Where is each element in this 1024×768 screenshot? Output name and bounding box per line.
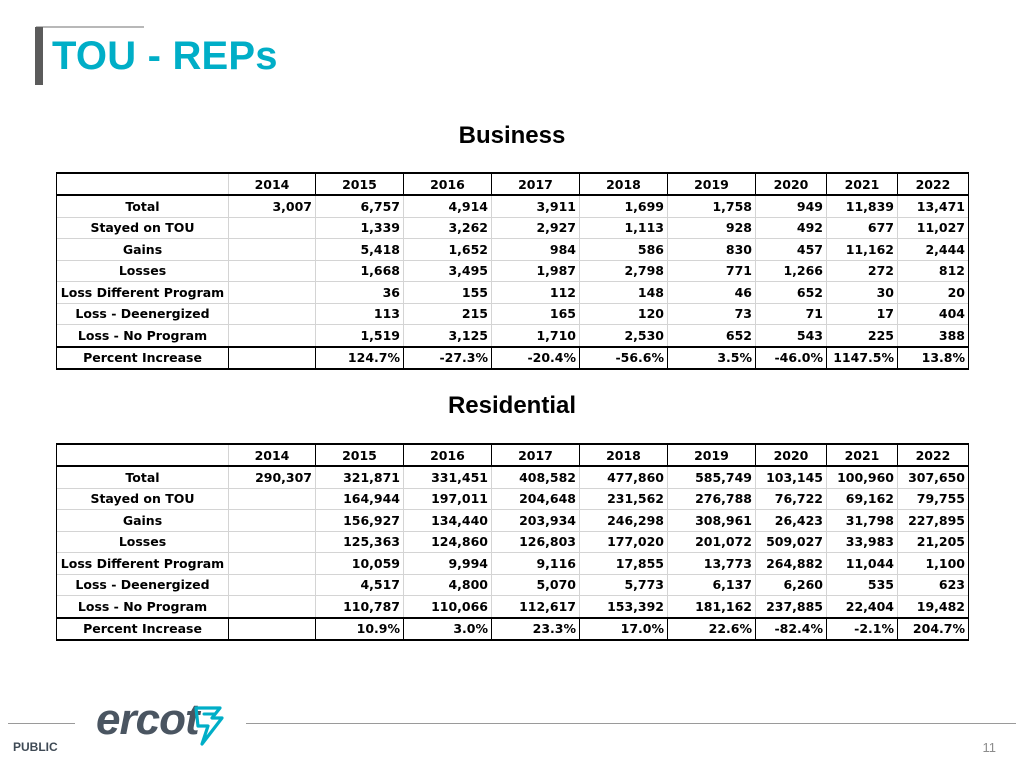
table-cell: 1,519 — [316, 325, 404, 347]
table-cell — [229, 618, 316, 641]
table-cell: 1,339 — [316, 217, 404, 239]
table-cell: 110,066 — [404, 596, 492, 618]
table-cell: 227,895 — [898, 510, 969, 532]
table-cell — [229, 325, 316, 347]
table-cell: 1,668 — [316, 260, 404, 282]
table-cell: 203,934 — [492, 510, 580, 532]
year-header-2016: 2016 — [404, 444, 492, 466]
table-cell: 949 — [756, 195, 827, 217]
row-label: Stayed on TOU — [57, 488, 229, 510]
year-header-2020: 2020 — [756, 444, 827, 466]
row-label: Gains — [57, 510, 229, 532]
row-label: Loss - Deenergized — [57, 303, 229, 325]
table-cell: 5,773 — [580, 574, 668, 596]
table-cell: 3,007 — [229, 195, 316, 217]
table-cell: 31,798 — [827, 510, 898, 532]
table-cell: 677 — [827, 217, 898, 239]
table-row — [57, 488, 969, 510]
table-cell: 1,113 — [580, 217, 668, 239]
table-cell: 215 — [404, 303, 492, 325]
row-label: Losses — [57, 260, 229, 282]
footer-divider-right — [246, 723, 1016, 724]
table-cell: 771 — [668, 260, 756, 282]
table-cell: 204,648 — [492, 488, 580, 510]
table-cell — [229, 488, 316, 510]
table-cell: 3,262 — [404, 217, 492, 239]
table-cell: 155 — [404, 282, 492, 304]
table-cell: -27.3% — [404, 347, 492, 370]
table-cell: 17.0% — [580, 618, 668, 641]
table-cell: 535 — [827, 574, 898, 596]
table-cell: 113 — [316, 303, 404, 325]
table-row — [57, 325, 969, 347]
table-header-row — [57, 444, 969, 466]
table-cell: 290,307 — [229, 466, 316, 488]
row-label: Loss - Deenergized — [57, 574, 229, 596]
table-cell: 11,839 — [827, 195, 898, 217]
year-header-2021: 2021 — [827, 173, 898, 195]
row-label: Total — [57, 466, 229, 488]
table-cell: 22,404 — [827, 596, 898, 618]
table-cell: 5,070 — [492, 574, 580, 596]
business-table — [56, 172, 969, 370]
table-cell: 10.9% — [316, 618, 404, 641]
year-header-2014: 2014 — [229, 444, 316, 466]
year-header-2019: 2019 — [668, 173, 756, 195]
year-header-2014: 2014 — [229, 173, 316, 195]
table-row — [57, 574, 969, 596]
table-cell: 26,423 — [756, 510, 827, 532]
table-cell: 17 — [827, 303, 898, 325]
table-cell: 100,960 — [827, 466, 898, 488]
table-cell: 10,059 — [316, 553, 404, 575]
table-cell: 110,787 — [316, 596, 404, 618]
table-cell: 812 — [898, 260, 969, 282]
table-cell: 3,125 — [404, 325, 492, 347]
title-divider — [36, 26, 144, 28]
table-cell: 3.5% — [668, 347, 756, 370]
table-cell: 201,072 — [668, 531, 756, 553]
table-cell: 225 — [827, 325, 898, 347]
table-row — [57, 510, 969, 532]
title-accent-bar — [35, 27, 43, 85]
table-cell: 20 — [898, 282, 969, 304]
table-cell — [229, 347, 316, 370]
table-cell: 246,298 — [580, 510, 668, 532]
table-cell: 2,927 — [492, 217, 580, 239]
table-row — [57, 217, 969, 239]
table-row — [57, 466, 969, 488]
business-section-title: Business — [458, 122, 566, 149]
table-cell: 164,944 — [316, 488, 404, 510]
year-header-2015: 2015 — [316, 173, 404, 195]
table-cell — [229, 574, 316, 596]
table-cell: 153,392 — [580, 596, 668, 618]
table-cell: 126,803 — [492, 531, 580, 553]
year-header-2018: 2018 — [580, 173, 668, 195]
table-cell: 276,788 — [668, 488, 756, 510]
table-row — [57, 239, 969, 261]
table-cell: 1,987 — [492, 260, 580, 282]
table-cell: 1,652 — [404, 239, 492, 261]
table-cell: 11,027 — [898, 217, 969, 239]
table-cell: 5,418 — [316, 239, 404, 261]
table-cell: 76,722 — [756, 488, 827, 510]
row-label: Loss - No Program — [57, 325, 229, 347]
table-cell — [229, 510, 316, 532]
table-cell — [229, 239, 316, 261]
row-label: Percent Increase — [57, 347, 229, 370]
table-cell — [229, 553, 316, 575]
table-cell: 509,027 — [756, 531, 827, 553]
table-cell: 321,871 — [316, 466, 404, 488]
table-cell: -2.1% — [827, 618, 898, 641]
table-cell: 586 — [580, 239, 668, 261]
table-row — [57, 260, 969, 282]
year-header-2017: 2017 — [492, 444, 580, 466]
table-cell — [229, 531, 316, 553]
table-cell: 4,517 — [316, 574, 404, 596]
table-cell: 623 — [898, 574, 969, 596]
table-cell: 9,116 — [492, 553, 580, 575]
table-cell: 21,205 — [898, 531, 969, 553]
table-cell: 984 — [492, 239, 580, 261]
table-cell — [229, 303, 316, 325]
table-cell: 2,798 — [580, 260, 668, 282]
table-cell: 264,882 — [756, 553, 827, 575]
table-cell: 148 — [580, 282, 668, 304]
table-cell: 11,162 — [827, 239, 898, 261]
table-cell: 71 — [756, 303, 827, 325]
table-cell — [229, 260, 316, 282]
ercot-logo-text: ercot — [96, 695, 199, 744]
table-cell: 2,530 — [580, 325, 668, 347]
year-header-2017: 2017 — [492, 173, 580, 195]
table-cell: 23.3% — [492, 618, 580, 641]
table-cell: 11,044 — [827, 553, 898, 575]
table-cell: 17,855 — [580, 553, 668, 575]
table-cell: 30 — [827, 282, 898, 304]
table-cell: 928 — [668, 217, 756, 239]
table-cell: 124,860 — [404, 531, 492, 553]
row-label: Losses — [57, 531, 229, 553]
table-cell: 237,885 — [756, 596, 827, 618]
year-header-2016: 2016 — [404, 173, 492, 195]
table-cell: 112 — [492, 282, 580, 304]
table-cell — [229, 217, 316, 239]
table-row — [57, 347, 969, 370]
table-cell: -46.0% — [756, 347, 827, 370]
table-cell: 165 — [492, 303, 580, 325]
header-blank-cell — [57, 173, 229, 195]
table-cell: 388 — [898, 325, 969, 347]
table-cell: 1,758 — [668, 195, 756, 217]
table-cell: 231,562 — [580, 488, 668, 510]
year-header-2018: 2018 — [580, 444, 668, 466]
table-cell: 4,914 — [404, 195, 492, 217]
year-header-2022: 2022 — [898, 444, 969, 466]
row-label: Loss Different Program — [57, 282, 229, 304]
table-cell: 13,773 — [668, 553, 756, 575]
table-cell: 543 — [756, 325, 827, 347]
table-cell: 112,617 — [492, 596, 580, 618]
row-label: Stayed on TOU — [57, 217, 229, 239]
table-cell: 3,495 — [404, 260, 492, 282]
table-cell: -56.6% — [580, 347, 668, 370]
slide-title: TOU - REPs — [52, 34, 278, 78]
table-cell: 404 — [898, 303, 969, 325]
header-blank-cell — [57, 444, 229, 466]
table-cell: 36 — [316, 282, 404, 304]
row-label: Percent Increase — [57, 618, 229, 641]
table-cell: 1,266 — [756, 260, 827, 282]
row-label: Loss Different Program — [57, 553, 229, 575]
table-row — [57, 553, 969, 575]
table-cell: 204.7% — [898, 618, 969, 641]
table-cell: 2,444 — [898, 239, 969, 261]
table-cell: 4,800 — [404, 574, 492, 596]
table-cell: 6,757 — [316, 195, 404, 217]
table-cell: 13,471 — [898, 195, 969, 217]
table-cell: 125,363 — [316, 531, 404, 553]
table-cell: 3,911 — [492, 195, 580, 217]
table-cell: 477,860 — [580, 466, 668, 488]
table-cell: 830 — [668, 239, 756, 261]
table-cell: 652 — [668, 325, 756, 347]
year-header-2019: 2019 — [668, 444, 756, 466]
table-row — [57, 618, 969, 641]
table-cell: 307,650 — [898, 466, 969, 488]
ercot-logo-icon — [190, 700, 226, 748]
table-cell: 79,755 — [898, 488, 969, 510]
public-classification-label: PUBLIC — [13, 740, 58, 754]
table-cell: 308,961 — [668, 510, 756, 532]
table-cell: 19,482 — [898, 596, 969, 618]
table-cell: 331,451 — [404, 466, 492, 488]
table-cell: 22.6% — [668, 618, 756, 641]
table-cell: 1,100 — [898, 553, 969, 575]
table-row — [57, 596, 969, 618]
table-cell: 103,145 — [756, 466, 827, 488]
table-cell: 492 — [756, 217, 827, 239]
table-cell: -20.4% — [492, 347, 580, 370]
table-cell: 120 — [580, 303, 668, 325]
year-header-2020: 2020 — [756, 173, 827, 195]
table-cell: 134,440 — [404, 510, 492, 532]
year-header-2021: 2021 — [827, 444, 898, 466]
table-cell — [229, 282, 316, 304]
table-cell: 585,749 — [668, 466, 756, 488]
table-cell: 6,260 — [756, 574, 827, 596]
table-cell: 1,710 — [492, 325, 580, 347]
table-cell — [229, 596, 316, 618]
table-cell: 652 — [756, 282, 827, 304]
row-label: Loss - No Program — [57, 596, 229, 618]
residential-section-title: Residential — [447, 392, 577, 419]
residential-table — [56, 443, 969, 641]
page-number: 11 — [982, 740, 996, 755]
year-header-2022: 2022 — [898, 173, 969, 195]
table-cell: 46 — [668, 282, 756, 304]
table-cell: 13.8% — [898, 347, 969, 370]
table-cell: 73 — [668, 303, 756, 325]
row-label: Total — [57, 195, 229, 217]
table-cell: 197,011 — [404, 488, 492, 510]
table-cell: 408,582 — [492, 466, 580, 488]
table-cell: 181,162 — [668, 596, 756, 618]
table-cell: -82.4% — [756, 618, 827, 641]
table-cell: 33,983 — [827, 531, 898, 553]
table-header-row — [57, 173, 969, 195]
year-header-2015: 2015 — [316, 444, 404, 466]
table-cell: 272 — [827, 260, 898, 282]
table-cell: 9,994 — [404, 553, 492, 575]
table-cell: 124.7% — [316, 347, 404, 370]
table-cell: 177,020 — [580, 531, 668, 553]
table-row — [57, 303, 969, 325]
table-cell: 457 — [756, 239, 827, 261]
table-cell: 3.0% — [404, 618, 492, 641]
table-row — [57, 282, 969, 304]
footer-divider-left — [8, 723, 75, 724]
table-row — [57, 531, 969, 553]
table-row — [57, 195, 969, 217]
table-cell: 156,927 — [316, 510, 404, 532]
row-label: Gains — [57, 239, 229, 261]
table-cell: 6,137 — [668, 574, 756, 596]
table-cell: 1147.5% — [827, 347, 898, 370]
table-cell: 1,699 — [580, 195, 668, 217]
table-cell: 69,162 — [827, 488, 898, 510]
